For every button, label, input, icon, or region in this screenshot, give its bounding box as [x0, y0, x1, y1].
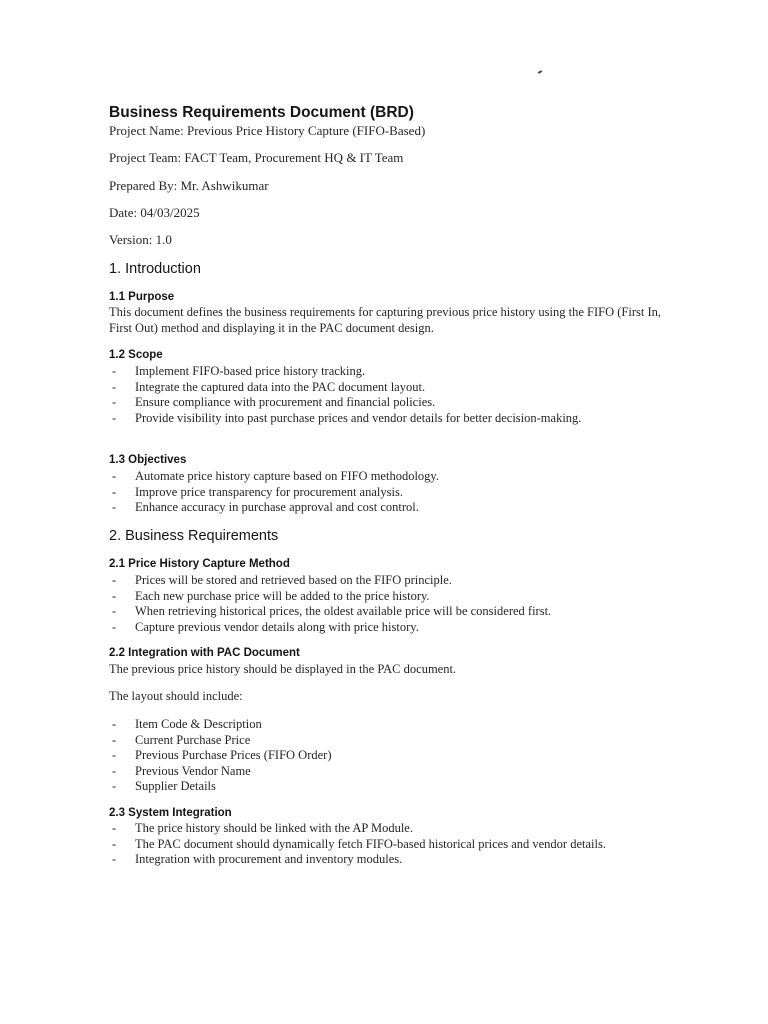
- scan-mark: [538, 70, 542, 74]
- section-heading-business-requirements: 2. Business Requirements: [109, 528, 279, 544]
- list-item-text: Ensure compliance with procurement and financial policies.: [135, 395, 436, 409]
- bullet-dash: -: [112, 604, 117, 618]
- list-item-text: Previous Vendor Name: [135, 763, 251, 778]
- document-date: Date: 04/03/2025: [109, 205, 200, 220]
- bullet-dash: -: [112, 500, 117, 514]
- list-item-text: The PAC document should dynamically fetch FIFO-based historical prices and vendor details.: [135, 836, 606, 851]
- list-item-text: Enhance accuracy in purchase approval and cost control.: [135, 500, 419, 514]
- bullet-dash: -: [112, 364, 117, 378]
- bullet-dash: -: [112, 395, 117, 409]
- bullet-dash: -: [112, 619, 117, 634]
- list-item: [109, 748, 669, 764]
- list-item-text: Current Purchase Price: [135, 732, 251, 747]
- list-item-text: When retrieving historical prices, the oldest available price will be considered first.: [135, 604, 552, 618]
- list-item: [109, 573, 669, 589]
- list-item: [109, 717, 669, 733]
- list-item: [109, 485, 669, 501]
- project-team: Project Team: FACT Team, Procurement HQ & IT Team: [109, 150, 404, 165]
- list-item-text: Supplier Details: [135, 779, 216, 793]
- list-item: [109, 469, 669, 485]
- bullet-dash: -: [112, 717, 117, 731]
- list-item-text: Item Code & Description: [135, 717, 262, 731]
- list-item-text: Integration with procurement and inventory modules.: [135, 852, 403, 866]
- list-item-text: Automate price history capture based on FIFO methodology.: [135, 469, 439, 483]
- bullet-dash: -: [112, 410, 117, 425]
- list-item: [109, 604, 669, 620]
- list-item: [109, 380, 669, 396]
- purpose-text: This document defines the business requirements for capturing previous price history using the FIFO (First In, First Out) method and displaying it in the PAC document design.: [109, 305, 661, 335]
- list-item: [109, 779, 669, 795]
- list-item: [109, 500, 669, 516]
- objectives-list: [109, 469, 669, 516]
- capture-method-list: [109, 573, 669, 635]
- list-item-text: Prices will be stored and retrieved based on the FIFO principle.: [135, 573, 452, 587]
- list-item: [109, 733, 669, 749]
- system-integration-list: [109, 821, 669, 868]
- project-name: Project Name: Previous Price History Capture (FIFO-Based): [109, 123, 426, 138]
- bullet-dash: -: [112, 763, 117, 778]
- list-item: [109, 852, 669, 868]
- list-item: [109, 395, 669, 411]
- section-heading-introduction: 1. Introduction: [109, 261, 201, 277]
- bullet-dash: -: [112, 484, 117, 499]
- bullet-dash: -: [112, 852, 117, 866]
- bullet-dash: -: [112, 573, 117, 587]
- list-item-text: Implement FIFO-based price history tracking.: [135, 364, 366, 378]
- bullet-dash: -: [112, 588, 117, 603]
- subsection-heading-purpose: 1.1 Purpose: [109, 291, 175, 303]
- bullet-dash: -: [112, 469, 117, 483]
- subsection-heading-system-integration: 2.3 System Integration: [109, 807, 232, 819]
- bullet-dash: -: [112, 748, 117, 762]
- list-item: [109, 364, 669, 380]
- subsection-heading-scope: 1.2 Scope: [109, 349, 163, 361]
- bullet-dash: -: [112, 379, 117, 394]
- list-item-text: Provide visibility into past purchase prices and vendor details for better decision-making.: [135, 410, 582, 425]
- bullet-dash: -: [112, 779, 117, 793]
- list-item: [109, 620, 669, 636]
- list-item: [109, 411, 669, 427]
- list-item-text: Integrate the captured data into the PAC document layout.: [135, 379, 426, 394]
- subsection-heading-capture-method: 2.1 Price History Capture Method: [109, 558, 290, 570]
- pac-integration-text: The previous price history should be displayed in the PAC document.: [109, 662, 457, 676]
- list-item-text: The price history should be linked with the AP Module.: [135, 821, 413, 835]
- subsection-heading-pac-integration: 2.2 Integration with PAC Document: [109, 647, 300, 659]
- bullet-dash: -: [112, 836, 117, 851]
- list-item-text: Each new purchase price will be added to the price history.: [135, 588, 430, 603]
- list-item-text: Improve price transparency for procurement analysis.: [135, 484, 403, 499]
- list-item-text: Previous Purchase Prices (FIFO Order): [135, 748, 332, 762]
- list-item: [109, 764, 669, 780]
- bullet-dash: -: [112, 732, 117, 747]
- layout-items-list: [109, 717, 669, 795]
- scope-list: [109, 364, 669, 426]
- prepared-by: Prepared By: Mr. Ashwikumar: [109, 178, 269, 193]
- document-version: Version: 1.0: [109, 232, 172, 247]
- list-item: [109, 837, 669, 853]
- document-title: Business Requirements Document (BRD): [109, 104, 414, 121]
- list-item: [109, 821, 669, 837]
- layout-intro-text: The layout should include:: [109, 689, 243, 703]
- list-item-text: Capture previous vendor details along with price history.: [135, 619, 419, 634]
- list-item: [109, 589, 669, 605]
- bullet-dash: -: [112, 821, 117, 835]
- subsection-heading-objectives: 1.3 Objectives: [109, 454, 187, 466]
